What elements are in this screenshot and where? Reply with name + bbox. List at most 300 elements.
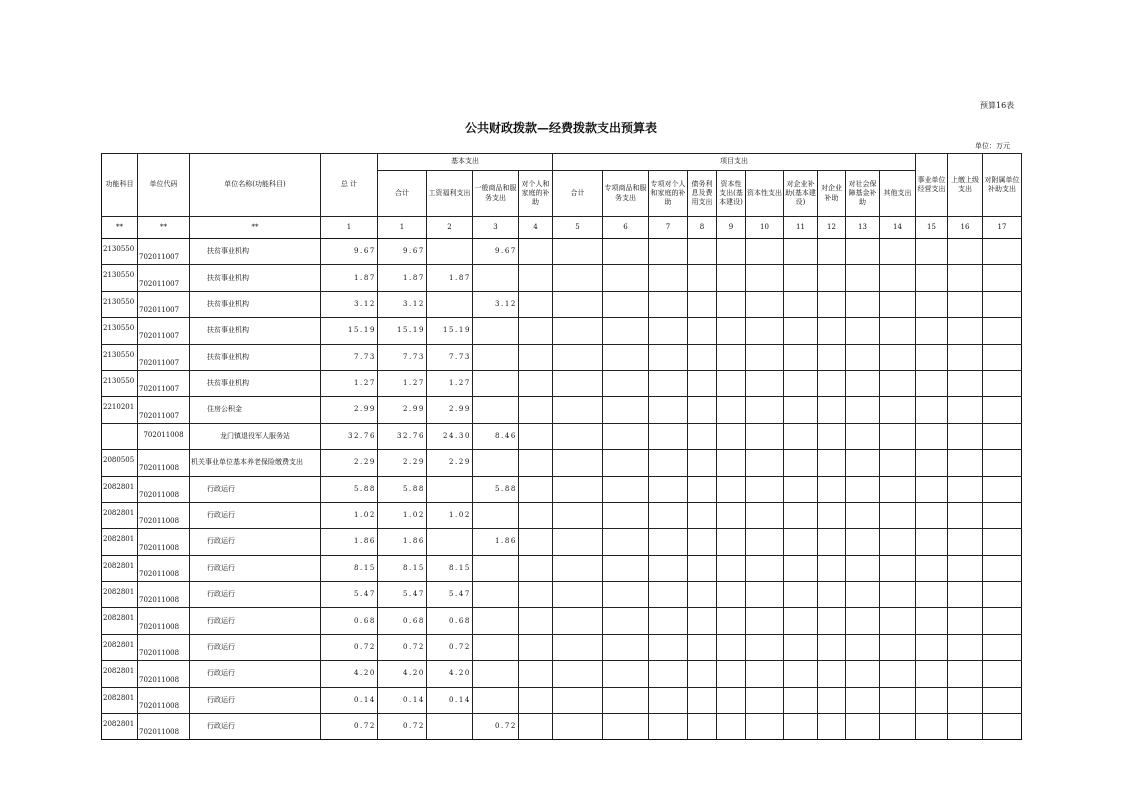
wage-cell-value: 0.14	[449, 695, 471, 704]
empty-cell	[717, 608, 746, 634]
empty-cell	[717, 502, 746, 528]
empty-cell	[688, 476, 717, 502]
empty-cell	[603, 291, 649, 317]
basic-total-cell	[378, 476, 427, 502]
empty-cell	[916, 291, 948, 317]
empty-cell	[948, 582, 983, 608]
empty-cell	[717, 423, 746, 449]
unit-name-cell: 龙门镇退役军人服务站	[190, 423, 321, 449]
empty-cell	[818, 370, 846, 396]
header-project-col: 对社会保障基金补助	[846, 171, 880, 217]
empty-cell	[746, 370, 784, 396]
empty-cell	[603, 265, 649, 291]
basic-total-cell	[378, 239, 427, 265]
total-cell	[321, 634, 378, 660]
empty-cell	[784, 714, 818, 740]
header-basic-col: 一般商品和服务支出	[473, 171, 519, 217]
empty-cell	[784, 529, 818, 555]
header-index-cell: 17	[983, 217, 1022, 239]
goods-services-cell	[473, 582, 519, 608]
empty-cell	[603, 239, 649, 265]
header-tail-col: 对附属单位补助支出	[983, 154, 1022, 217]
empty-cell	[916, 239, 948, 265]
empty-cell	[519, 397, 553, 423]
basic-total-cell-value: 0.68	[403, 616, 425, 625]
goods-services-cell	[473, 529, 519, 555]
basic-total-cell	[378, 555, 427, 581]
empty-cell	[553, 344, 603, 370]
empty-cell	[818, 476, 846, 502]
empty-cell	[519, 291, 553, 317]
goods-services-cell-value: 3.12	[495, 299, 517, 308]
empty-cell	[519, 476, 553, 502]
header-project-col: 合计	[553, 171, 603, 217]
empty-cell	[846, 714, 880, 740]
header-basic-col: 合计	[378, 171, 427, 217]
empty-cell	[916, 344, 948, 370]
empty-cell	[818, 397, 846, 423]
func-subject-cell: 2082801	[102, 661, 138, 687]
empty-cell	[519, 450, 553, 476]
goods-services-cell	[473, 397, 519, 423]
table-row	[102, 634, 1022, 660]
empty-cell	[948, 529, 983, 555]
basic-total-cell	[378, 661, 427, 687]
header-total: 总 计	[321, 154, 378, 217]
empty-cell	[948, 291, 983, 317]
empty-cell	[983, 318, 1022, 344]
empty-cell	[603, 555, 649, 581]
unit-name-cell: 行政运行	[190, 661, 321, 687]
empty-cell	[948, 318, 983, 344]
empty-cell	[916, 476, 948, 502]
basic-total-cell	[378, 714, 427, 740]
basic-total-cell	[378, 450, 427, 476]
header-index-cell: 11	[784, 217, 818, 239]
budget-table	[101, 153, 1022, 740]
header-index-cell: 15	[916, 217, 948, 239]
empty-cell	[880, 423, 916, 449]
func-subject-cell: 2082801	[102, 476, 138, 502]
empty-cell	[983, 265, 1022, 291]
unit-name-cell: 扶贫事业机构	[190, 291, 321, 317]
empty-cell	[818, 423, 846, 449]
wage-cell	[427, 476, 473, 502]
total-cell-value: 7.73	[354, 352, 376, 361]
wage-cell-value: 24.30	[442, 431, 471, 440]
total-cell-value: 2.99	[354, 405, 376, 414]
empty-cell	[603, 529, 649, 555]
empty-cell	[784, 502, 818, 528]
empty-cell	[880, 344, 916, 370]
wage-cell-value: 0.72	[449, 643, 471, 651]
wage-cell	[427, 661, 473, 687]
func-subject-cell: 2082801	[102, 608, 138, 634]
empty-cell	[880, 265, 916, 291]
total-cell	[321, 476, 378, 502]
table-row	[102, 714, 1022, 740]
empty-cell	[649, 450, 688, 476]
empty-cell	[916, 423, 948, 449]
empty-cell	[649, 634, 688, 660]
basic-total-cell-value: 2.99	[403, 405, 425, 414]
func-subject-cell: 2130550	[102, 265, 138, 291]
unit-code-cell: 702011008	[138, 714, 190, 740]
empty-cell	[603, 502, 649, 528]
empty-cell	[983, 344, 1022, 370]
empty-cell	[948, 265, 983, 291]
unit-name-cell: 行政运行	[190, 476, 321, 502]
empty-cell	[784, 318, 818, 344]
unit-label: 单位：万元	[975, 142, 1010, 150]
empty-cell	[916, 502, 948, 528]
unit-name-cell: 扶贫事业机构	[190, 344, 321, 370]
empty-cell	[649, 291, 688, 317]
total-cell-value: 5.88	[354, 484, 376, 493]
wage-cell	[427, 397, 473, 423]
empty-cell	[784, 608, 818, 634]
empty-cell	[784, 344, 818, 370]
wage-cell	[427, 423, 473, 449]
empty-cell	[983, 687, 1022, 713]
empty-cell	[688, 318, 717, 344]
empty-cell	[948, 239, 983, 265]
empty-cell	[603, 476, 649, 502]
table-row	[102, 291, 1022, 317]
empty-cell	[880, 582, 916, 608]
total-cell-value: 3.12	[354, 299, 376, 308]
empty-cell	[916, 687, 948, 713]
empty-cell	[603, 423, 649, 449]
header-project-expenditure: 项目支出	[553, 154, 916, 171]
unit-name-cell: 行政运行	[190, 634, 321, 660]
empty-cell	[846, 502, 880, 528]
table-row	[102, 370, 1022, 396]
empty-cell	[688, 608, 717, 634]
header-project-col: 专项对个人和家庭的补助	[649, 171, 688, 217]
goods-services-cell	[473, 714, 519, 740]
header-index-cell: **	[190, 217, 321, 239]
table-row	[102, 608, 1022, 634]
goods-services-cell-value: 9.67	[495, 247, 517, 256]
empty-cell	[916, 397, 948, 423]
empty-cell	[880, 608, 916, 634]
basic-total-cell-value: 1.87	[403, 273, 425, 282]
basic-total-cell-value: 15.19	[396, 326, 425, 335]
empty-cell	[553, 450, 603, 476]
unit-code-cell: 702011007	[138, 318, 190, 344]
empty-cell	[717, 318, 746, 344]
total-cell	[321, 344, 378, 370]
unit-name-cell: 机关事业单位基本养老保险缴费支出	[190, 450, 321, 476]
goods-services-cell	[473, 291, 519, 317]
empty-cell	[603, 608, 649, 634]
empty-cell	[916, 582, 948, 608]
total-cell-value: 15.19	[347, 326, 376, 335]
empty-cell	[688, 555, 717, 581]
empty-cell	[746, 423, 784, 449]
empty-cell	[649, 370, 688, 396]
total-cell	[321, 370, 378, 396]
empty-cell	[717, 291, 746, 317]
basic-total-cell-value: 8.15	[403, 563, 425, 572]
total-cell	[321, 291, 378, 317]
total-cell-value: 0.14	[354, 695, 376, 704]
empty-cell	[948, 687, 983, 713]
basic-total-cell-value: 32.76	[396, 431, 425, 440]
empty-cell	[818, 687, 846, 713]
empty-cell	[746, 529, 784, 555]
table-row	[102, 450, 1022, 476]
empty-cell	[519, 608, 553, 634]
empty-cell	[746, 239, 784, 265]
header-index-cell: 8	[688, 217, 717, 239]
empty-cell	[846, 529, 880, 555]
header-index-cell: 6	[603, 217, 649, 239]
basic-total-cell-value: 0.72	[403, 722, 425, 731]
empty-cell	[553, 239, 603, 265]
empty-cell	[784, 239, 818, 265]
header-index-cell: 1	[378, 217, 427, 239]
total-cell	[321, 661, 378, 687]
basic-total-cell-value: 9.67	[403, 247, 425, 256]
empty-cell	[948, 476, 983, 502]
empty-cell	[818, 344, 846, 370]
empty-cell	[948, 450, 983, 476]
wage-cell	[427, 370, 473, 396]
unit-name-cell: 行政运行	[190, 714, 321, 740]
wage-cell-value: 0.68	[449, 616, 471, 625]
empty-cell	[784, 450, 818, 476]
empty-cell	[983, 502, 1022, 528]
empty-cell	[717, 239, 746, 265]
empty-cell	[948, 502, 983, 528]
table-row	[102, 529, 1022, 555]
empty-cell	[818, 529, 846, 555]
empty-cell	[519, 370, 553, 396]
func-subject-cell: 2082801	[102, 714, 138, 740]
basic-total-cell	[378, 344, 427, 370]
empty-cell	[818, 608, 846, 634]
empty-cell	[688, 582, 717, 608]
empty-cell	[948, 555, 983, 581]
empty-cell	[688, 265, 717, 291]
header-basic-col: 工资福利支出	[427, 171, 473, 217]
total-cell	[321, 608, 378, 634]
wage-cell	[427, 687, 473, 713]
empty-cell	[846, 582, 880, 608]
empty-cell	[717, 265, 746, 291]
wage-cell-value: 2.99	[449, 405, 471, 414]
empty-cell	[519, 344, 553, 370]
total-cell-value: 32.76	[347, 431, 376, 440]
total-cell	[321, 239, 378, 265]
goods-services-cell	[473, 450, 519, 476]
empty-cell	[553, 370, 603, 396]
wage-cell	[427, 318, 473, 344]
empty-cell	[880, 239, 916, 265]
empty-cell	[717, 661, 746, 687]
total-cell	[321, 714, 378, 740]
unit-code-cell: 702011007	[138, 291, 190, 317]
empty-cell	[948, 634, 983, 660]
basic-total-cell-value: 5.88	[403, 484, 425, 493]
basic-total-cell-value: 1.27	[403, 379, 425, 388]
func-subject-cell	[102, 423, 138, 449]
table-row	[102, 582, 1022, 608]
empty-cell	[553, 476, 603, 502]
unit-code-cell: 702011008	[138, 423, 190, 449]
func-subject-cell: 2082801	[102, 634, 138, 660]
empty-cell	[746, 265, 784, 291]
header-basic-col: 对个人和家庭的补助	[519, 171, 553, 217]
empty-cell	[649, 265, 688, 291]
empty-cell	[519, 555, 553, 581]
total-cell	[321, 450, 378, 476]
empty-cell	[818, 582, 846, 608]
goods-services-cell	[473, 608, 519, 634]
empty-cell	[846, 239, 880, 265]
empty-cell	[818, 291, 846, 317]
empty-cell	[746, 450, 784, 476]
header-unit-name: 单位名称(功能科目)	[190, 154, 321, 217]
func-subject-cell: 2082801	[102, 582, 138, 608]
unit-name-cell: 行政运行	[190, 582, 321, 608]
empty-cell	[603, 344, 649, 370]
empty-cell	[553, 529, 603, 555]
unit-code-cell: 702011007	[138, 239, 190, 265]
wage-cell-value: 1.02	[449, 511, 471, 520]
empty-cell	[553, 397, 603, 423]
unit-name-cell: 行政运行	[190, 555, 321, 581]
table-row	[102, 344, 1022, 370]
goods-services-cell-value: 8.46	[495, 431, 517, 440]
wage-cell-value: 7.73	[449, 352, 471, 361]
basic-total-cell	[378, 502, 427, 528]
empty-cell	[553, 265, 603, 291]
header-index-cell: 3	[473, 217, 519, 239]
empty-cell	[818, 318, 846, 344]
empty-cell	[983, 397, 1022, 423]
empty-cell	[553, 608, 603, 634]
unit-name-cell: 扶贫事业机构	[190, 370, 321, 396]
empty-cell	[784, 476, 818, 502]
goods-services-cell	[473, 476, 519, 502]
wage-cell-value: 5.47	[449, 590, 471, 599]
empty-cell	[688, 687, 717, 713]
empty-cell	[818, 634, 846, 660]
empty-cell	[846, 555, 880, 581]
unit-code-cell: 702011007	[138, 344, 190, 370]
empty-cell	[983, 423, 1022, 449]
empty-cell	[746, 582, 784, 608]
empty-cell	[603, 582, 649, 608]
empty-cell	[649, 529, 688, 555]
empty-cell	[519, 318, 553, 344]
basic-total-cell	[378, 291, 427, 317]
empty-cell	[603, 397, 649, 423]
header-index-cell: 5	[553, 217, 603, 239]
empty-cell	[880, 714, 916, 740]
empty-cell	[649, 397, 688, 423]
empty-cell	[784, 687, 818, 713]
wage-cell	[427, 608, 473, 634]
empty-cell	[519, 714, 553, 740]
basic-total-cell	[378, 634, 427, 660]
unit-code-cell: 702011008	[138, 502, 190, 528]
empty-cell	[688, 344, 717, 370]
empty-cell	[880, 370, 916, 396]
header-project-col: 其他支出	[880, 171, 916, 217]
goods-services-cell	[473, 687, 519, 713]
func-subject-cell: 2082801	[102, 555, 138, 581]
empty-cell	[948, 370, 983, 396]
total-cell-value: 0.72	[354, 722, 376, 731]
header-index-cell: **	[102, 217, 138, 239]
empty-cell	[688, 239, 717, 265]
empty-cell	[717, 370, 746, 396]
empty-cell	[818, 502, 846, 528]
total-cell	[321, 529, 378, 555]
unit-name-cell: 行政运行	[190, 687, 321, 713]
total-cell-value: 1.02	[354, 511, 376, 520]
wage-cell	[427, 529, 473, 555]
total-cell-value: 1.87	[354, 273, 376, 282]
header-func-subject: 功能科目	[102, 154, 138, 217]
empty-cell	[553, 687, 603, 713]
empty-cell	[649, 661, 688, 687]
goods-services-cell	[473, 661, 519, 687]
goods-services-cell	[473, 265, 519, 291]
goods-services-cell	[473, 555, 519, 581]
unit-code-cell: 702011008	[138, 687, 190, 713]
empty-cell	[746, 634, 784, 660]
empty-cell	[746, 687, 784, 713]
empty-cell	[649, 608, 688, 634]
empty-cell	[688, 291, 717, 317]
header-index-cell: 4	[519, 217, 553, 239]
basic-total-cell	[378, 397, 427, 423]
empty-cell	[553, 318, 603, 344]
basic-total-cell-value: 4.20	[403, 669, 425, 678]
empty-cell	[983, 529, 1022, 555]
table-row	[102, 687, 1022, 713]
form-number: 预算16表	[980, 101, 1015, 110]
func-subject-cell: 2210201	[102, 397, 138, 423]
empty-cell	[603, 370, 649, 396]
empty-cell	[784, 265, 818, 291]
empty-cell	[784, 582, 818, 608]
empty-cell	[603, 687, 649, 713]
empty-cell	[553, 582, 603, 608]
empty-cell	[519, 687, 553, 713]
empty-cell	[880, 634, 916, 660]
total-cell	[321, 555, 378, 581]
total-cell-value: 0.72	[354, 643, 376, 651]
empty-cell	[717, 476, 746, 502]
goods-services-cell	[473, 634, 519, 660]
func-subject-cell: 2130550	[102, 344, 138, 370]
empty-cell	[880, 555, 916, 581]
empty-cell	[916, 450, 948, 476]
header-project-col: 对企业补助(基本建设)	[784, 171, 818, 217]
empty-cell	[948, 608, 983, 634]
page-title: 公共财政拨款—经费拨款支出预算表	[464, 121, 657, 135]
header-index-cell: 12	[818, 217, 846, 239]
empty-cell	[846, 370, 880, 396]
empty-cell	[717, 344, 746, 370]
empty-cell	[688, 634, 717, 660]
